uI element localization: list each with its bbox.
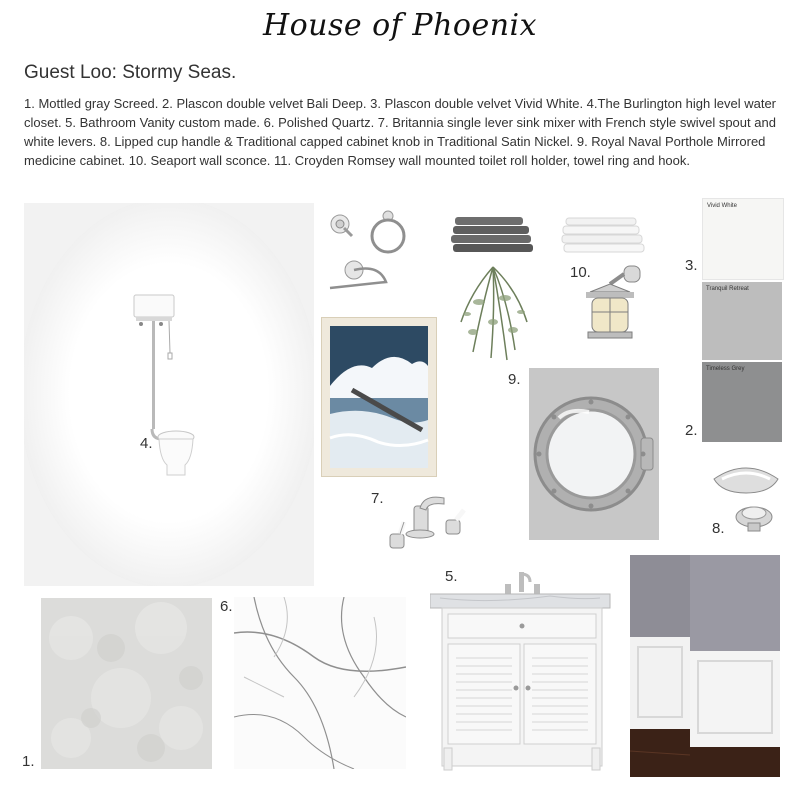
vivid-white-swatch: Vivid White [702,198,784,280]
toilet-label: 4. [140,435,153,452]
mixer-label: 7. [371,490,384,507]
hanging-fern-image [453,262,533,362]
grey-towels-image [451,214,537,254]
porthole-mirror-image [529,368,659,540]
porthole-label: 9. [508,371,521,388]
quartz-label: 6. [220,598,233,615]
stormy-sea-print [322,318,436,476]
vanity-image [430,570,612,774]
screed-label: 1. [22,753,35,770]
sconce-label: 10. [570,264,591,281]
toilet-image [24,203,314,586]
white-towels-image [560,216,646,254]
vivid-white-label: 3. [685,257,698,274]
sink-mixer-image [364,484,476,558]
handle-label: 8. [712,520,725,537]
timeless-grey-swatch: Timeless Grey [702,362,782,442]
board-title: Guest Loo: Stormy Seas. [24,62,237,83]
vanity-label: 5. [445,568,458,585]
mottled-screed-image [41,598,212,769]
bali-deep-label: 2. [685,422,698,439]
toilet-roll-hardware-image [324,206,410,296]
polished-quartz-image [234,597,406,769]
wainscot-room-image [630,555,780,777]
board-description: 1. Mottled gray Screed. 2. Plascon double velvet Bali Deep. 3. Plascon double velvet Vivid White. 4.The Burlington high level water closet. 5. Bathroom Vanity custom made. 6. Polished Quartz. 7. Britannia single lever sink mixer with French style swivel spout and white levers. 8. Lipped cup handle & Traditional capped cabinet knob in Traditional Satin Nickel. 9. Royal Naval Porthole Mirrored medicine cabinet. 10. Seaport wall sconce. 11. Croyden Romsey wall mounted toilet roll holder, towel ring and hook. [24,96,777,168]
tranquil-retreat-swatch: Tranquil Retreat [702,282,782,360]
seaport-sconce-image [574,262,646,354]
brand-title: House of Phoenix [262,8,538,43]
